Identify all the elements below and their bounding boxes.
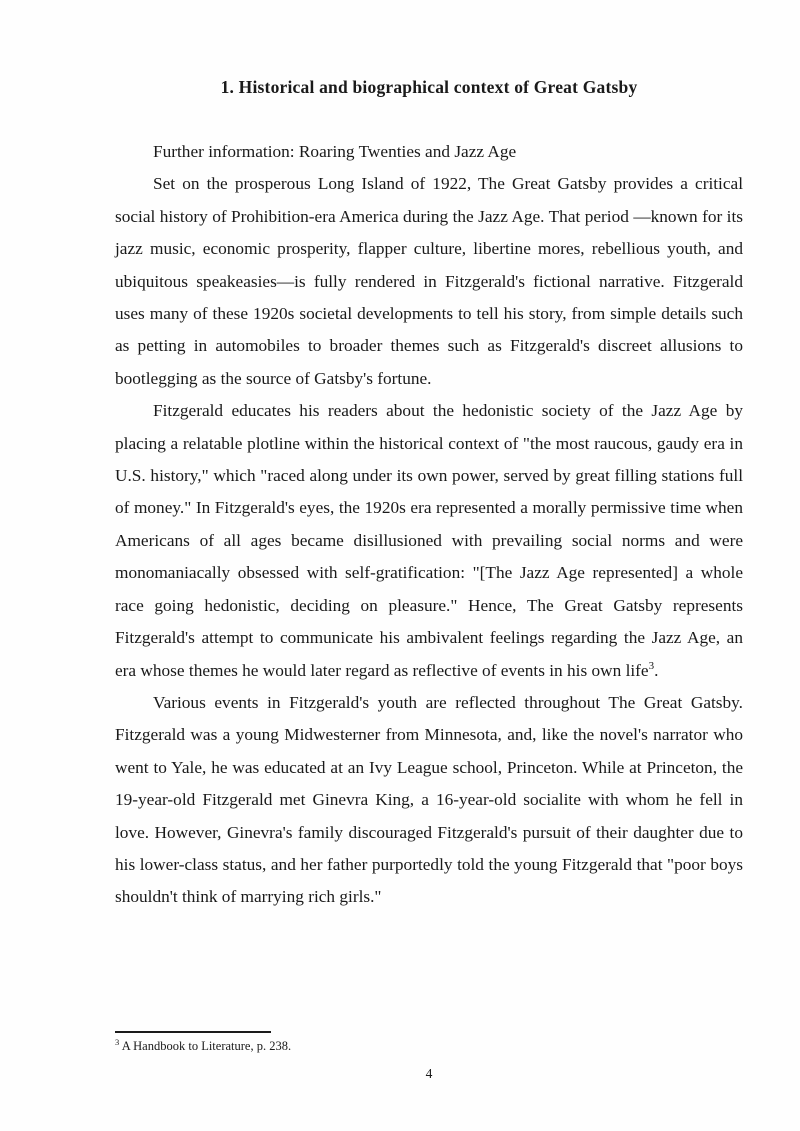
paragraph-text: Fitzgerald educates his readers about the hedonistic society of the Jazz Age by placing a relatable plotline within the historical context of "the most raucous, gaudy era in U.S. history," which "raced along under its own power, served by great filling stations full of money." In Fitzgerald's eyes, the 1920s era represented a morally permissive time when Americans of all ages became disillusioned with prevailing social norms and were monomaniacally obsessed with self-gratification: "[The Jazz Age represented] a whole race going hedonistic, deciding on pleasure." Hence, The Great Gatsby represents Fitzgerald's attempt to communicate his ambivalent feelings regarding the Jazz Age, an era whose themes he would later regard as reflective of events in his own life bbox=[115, 401, 743, 680]
body-paragraph bbox=[115, 395, 743, 687]
paragraph-text: Various events in Fitzgerald's youth are reflected throughout The Great Gatsby. Fitzgerald was a young Midwesterner from Minnesota, and, like the novel's narrator who went to Yale, he was educated at an Ivy League school, Princeton. While at Princeton, the 19-year-old Fitzgerald met Ginevra King, a 16-year-old socialite with whom he fell in love. However, Ginevra's family discouraged Fitzgerald's pursuit of their daughter due to his lower-class status, and her father purportedly told the young Fitzgerald that "poor boys shouldn't think of marrying rich girls." bbox=[115, 692, 743, 907]
paragraph-text-end: . bbox=[654, 660, 659, 680]
page-number: 4 bbox=[425, 1066, 433, 1081]
footnote-reference: 3 bbox=[648, 659, 655, 672]
footnote-separator-rule bbox=[115, 1031, 271, 1033]
body-text-block bbox=[115, 136, 743, 914]
body-paragraph bbox=[115, 687, 743, 914]
footnote-text: A Handbook to Literature, p. 238. bbox=[121, 1039, 292, 1053]
footnote bbox=[115, 1038, 743, 1054]
body-paragraph bbox=[115, 168, 743, 395]
further-information-text: Further information: Roaring Twenties and Jazz Age bbox=[153, 142, 517, 161]
footnote-marker: 3 bbox=[115, 1036, 120, 1047]
further-information-line bbox=[115, 136, 743, 168]
paragraph-text: Set on the prosperous Long Island of 1922, The Great Gatsby provides a critical social history of Prohibition-era America during the Jazz Age. That period —known for its jazz music, economic prosperity, flapper culture, libertine mores, rebellious youth, and ubiquitous speakeasies—is fully rendered in Fitzgerald's fictional narrative. Fitzgerald uses many of these 1920s societal developments to tell his story, from simple details such as petting in automobiles to broader themes such as Fitzgerald's discreet allusions to bootlegging as the source of Gatsby's fortune. bbox=[115, 174, 743, 388]
page-title: 1. Historical and biographical context of Great Gatsby bbox=[220, 77, 638, 97]
